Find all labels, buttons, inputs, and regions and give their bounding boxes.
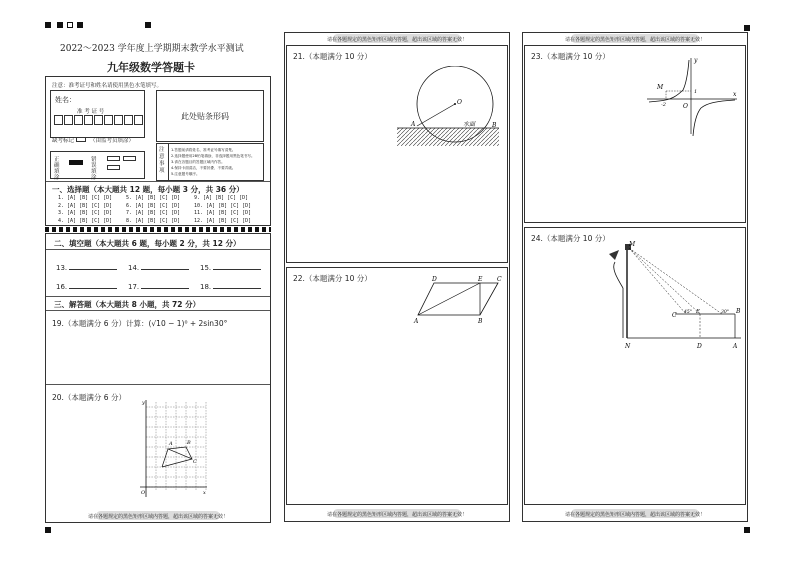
q22-point-label: E — [478, 276, 483, 283]
fill-item-17[interactable] — [128, 281, 189, 291]
notice-bar-bottom-middle — [285, 508, 509, 520]
q21-point-label: A — [411, 121, 416, 128]
fill-label: 17. — [128, 283, 140, 291]
q20-point-label: A — [169, 441, 173, 447]
fill-item-18[interactable] — [200, 281, 261, 291]
barcode-area — [156, 90, 264, 142]
wrong-fill-sample — [123, 156, 136, 161]
left-info-panel — [45, 76, 271, 226]
fill-label: 13. — [56, 264, 68, 272]
registration-mark — [744, 25, 750, 31]
fill-label: 14. — [128, 264, 140, 272]
registration-mark — [744, 527, 750, 533]
q24-point-label: N — [625, 343, 631, 350]
q24-streetlamp-figure — [595, 238, 745, 352]
q22-point-label: D — [432, 276, 437, 283]
fill-section-title: 二、填空题（本大题共 6 题，每小题 2 分，共 12 分） — [54, 239, 241, 248]
q20-grid-figure — [136, 397, 208, 501]
notice-bar-top-middle — [285, 33, 509, 45]
registration-mark — [57, 22, 63, 28]
fill-example-box — [50, 151, 145, 179]
mc-item[interactable]: 8. [A] [B] [C] [D] — [126, 217, 181, 224]
fill-item-13[interactable] — [56, 262, 117, 272]
mc-item[interactable]: 11. [A] [B] [C] [D] — [194, 210, 252, 216]
mc-item[interactable]: 9. [A] [B] [C] [D] — [194, 195, 249, 201]
q19-label: 19.（本题满分 6 分）计算：(√10 − 1)⁰ + 2sin30° — [52, 319, 228, 328]
q21-point-label: O — [457, 99, 462, 106]
q24-point-label: A — [733, 343, 738, 350]
registration-mark — [77, 22, 83, 28]
notes-line: 5.注意题号顺序。 — [171, 172, 200, 176]
fill-item-15[interactable] — [200, 262, 261, 272]
q21-answer-box[interactable] — [286, 45, 508, 263]
perforation-strip — [45, 227, 271, 232]
q23-origin-label: O — [683, 103, 688, 110]
q21-point-label: B — [492, 122, 497, 129]
fill-correct-label: 正确填涂 — [54, 157, 60, 181]
mc-item[interactable]: 12. [A] [B] [C] [D] — [194, 217, 252, 224]
wrong-fill-sample — [107, 165, 120, 170]
q23-tick-label: -2 — [661, 102, 666, 108]
answer-section-title: 三、解答题（本大题共 8 小题，共 72 分） — [54, 300, 201, 309]
q24-point-label: E — [696, 309, 701, 315]
absent-checkbox[interactable] — [76, 137, 86, 142]
mc-item[interactable]: 6. [A] [B] [C] [D] — [126, 202, 181, 209]
mc-item[interactable]: 3. [A] [B] [C] [D] — [58, 210, 113, 216]
q24-point-label: C — [672, 312, 677, 319]
q23-tick-label: 1 — [694, 89, 698, 95]
notes-line: 4.保持卡面清洁，不要折叠、不要弄破。 — [171, 166, 236, 170]
barcode-label: 此处贴条形码 — [181, 112, 229, 121]
notice-top: 注意：准考证号和姓名请使用黑色水笔填写。 — [52, 83, 163, 89]
left-answer-panel — [45, 233, 271, 523]
q24-point-label: D — [697, 343, 702, 350]
q22-answer-box[interactable] — [286, 267, 508, 505]
absent-label: 缺考标记 — [52, 138, 75, 144]
notes-line: 3.请在各题目的答题区域内作答。 — [171, 160, 225, 164]
q19-answer-area[interactable] — [48, 330, 268, 384]
q23-hyperbola-figure — [641, 54, 741, 138]
q24-label: 24.（本题满分 10 分） — [531, 234, 610, 243]
mc-item[interactable]: 4. [A] [B] [C] [D] — [58, 217, 113, 224]
q20-x-label: x — [203, 490, 206, 496]
q24-point-label: B — [736, 308, 741, 315]
registration-mark — [45, 22, 51, 28]
fill-item-14[interactable] — [128, 262, 189, 272]
notes-box — [156, 143, 264, 181]
right-panel — [522, 32, 748, 522]
q19-formula: (√10 − 1)⁰ + 2sin30° — [148, 319, 228, 328]
q24-answer-box[interactable] — [524, 227, 746, 505]
q23-point-label: M — [657, 84, 664, 91]
name-box — [50, 90, 145, 138]
q24-point-label: M — [629, 241, 636, 248]
q23-y-label: y — [694, 57, 698, 64]
radius-oa — [417, 104, 455, 126]
q20-y-label: y — [142, 400, 145, 406]
boundary-notice: 请在各题规定的黑色矩形区域内答题，超出该区域的答案无效！ — [87, 514, 228, 520]
q22-point-label: B — [478, 318, 483, 325]
boundary-notice: 请在各题规定的黑色矩形区域内答题，超出该区域的答案无效！ — [326, 37, 467, 43]
absent-note: （由监考员填涂） — [90, 138, 135, 144]
fill-label: 16. — [56, 283, 68, 291]
candidate-number-boxes[interactable] — [54, 115, 143, 125]
q23-x-label: x — [733, 91, 737, 98]
mc-grid — [58, 195, 251, 225]
q24-angle-label: 45° — [684, 310, 692, 315]
notice-bar-top-right — [523, 33, 747, 45]
notice-bar-left — [46, 510, 270, 522]
fill-label: 15. — [200, 264, 212, 272]
water-label: 水面 — [463, 121, 476, 128]
notes-label: 注意事项 — [159, 147, 165, 174]
q22-point-label: A — [414, 318, 419, 325]
notes-line: 1.答题前请将姓名、准考证号填写清楚。 — [171, 148, 236, 152]
card-title: 九年级数学答题卡 — [107, 61, 195, 74]
boundary-notice: 请在各题规定的黑色矩形区域内答题，超出该区域的答案无效！ — [564, 37, 705, 43]
notes-line: 2.选择题使用2B铅笔填涂，非选择题用黑色笔书写。 — [171, 154, 255, 158]
q20-point-label: C — [193, 459, 197, 465]
q22-parallelogram-figure — [412, 273, 504, 325]
boundary-notice: 请在各题规定的黑色矩形区域内答题，超出该区域的答案无效！ — [326, 512, 467, 518]
q20-point-label: B — [187, 440, 191, 446]
hyperbola-branch — [693, 100, 735, 136]
boundary-notice: 请在各题规定的黑色矩形区域内答题，超出该区域的答案无效！ — [564, 512, 705, 518]
registration-mark — [145, 22, 151, 28]
q23-label: 23.（本题满分 10 分） — [531, 52, 610, 61]
mc-item[interactable]: 2. [A] [B] [C] [D] — [58, 202, 113, 209]
mc-item[interactable]: 10. [A] [B] [C] [D] — [194, 202, 252, 209]
mc-item[interactable]: 5. [A] [B] [C] [D] — [126, 195, 181, 201]
q22-point-label: C — [497, 276, 502, 283]
mc-item[interactable]: 7. [A] [B] [C] [D] — [126, 210, 181, 216]
fill-item-16[interactable] — [56, 281, 117, 291]
q21-label: 21.（本题满分 10 分） — [293, 52, 372, 61]
middle-panel — [284, 32, 510, 522]
fill-wrong-label: 错误填涂 — [91, 157, 97, 181]
parallelogram — [418, 283, 498, 315]
water-hatch — [397, 128, 499, 146]
wrong-fill-sample — [107, 156, 120, 161]
q22-label: 22.（本题满分 10 分） — [293, 274, 372, 283]
q24-angle-label: 30° — [721, 310, 729, 315]
notice-bar-bottom-right — [523, 508, 747, 520]
name-label: 姓名： — [55, 96, 76, 104]
mc-section-title: 一、选择题（本大题共 12 题，每小题 3 分，共 36 分） — [52, 185, 244, 194]
correct-fill-sample — [69, 160, 83, 165]
candidate-label: 准 考 证 号 — [77, 109, 105, 115]
q23-answer-box[interactable] — [524, 45, 746, 223]
hyperbola-branch — [649, 60, 689, 102]
q20-label: 20.（本题满分 6 分） — [52, 393, 126, 402]
mc-item[interactable]: 1. [A] [B] [C] [D] — [58, 195, 113, 201]
exam-title: 2022～2023 学年度上学期期末教学水平测试 — [60, 44, 244, 54]
q21-circle-figure — [397, 66, 501, 158]
registration-mark — [45, 527, 51, 533]
fill-label: 18. — [200, 283, 212, 291]
lamp-head-icon — [609, 250, 619, 260]
q20-origin-label: O — [141, 490, 146, 496]
registration-mark — [67, 22, 73, 28]
